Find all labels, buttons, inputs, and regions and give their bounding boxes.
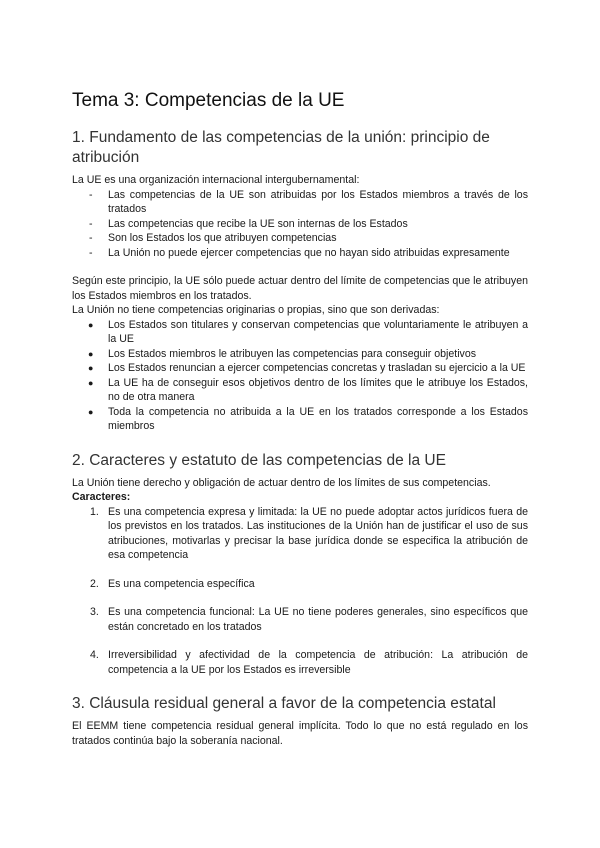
list-item: ● Toda la competencia no atribuida a la UE en los tratados corresponde a los Estados miembros xyxy=(88,405,528,432)
dash-marker: - xyxy=(89,232,93,244)
number-marker: 3. xyxy=(90,606,99,618)
section-1-bullet-list xyxy=(72,318,528,434)
section-1-heading: 1. Fundamento de las competencias de la unión: principio de atribución xyxy=(72,129,490,166)
section-2-heading: 2. Caracteres y estatuto de las competencias de la UE xyxy=(72,451,446,469)
section-1-intro: La UE es una organización internacional intergubernamental: xyxy=(72,174,360,186)
list-item: - Son los Estados los que atribuyen competencias xyxy=(89,232,337,244)
section-2-intro: La Unión tiene derecho y obligación de actuar dentro de los límites de sus competencias. xyxy=(72,476,491,489)
document-title: Tema 3: Competencias de la UE xyxy=(72,90,345,111)
bullet-icon: ● xyxy=(88,406,94,417)
bullet-icon: ● xyxy=(88,348,94,359)
dash-marker: - xyxy=(89,246,93,259)
list-item: 3. Es una competencia funcional: La UE no tiene poderes generales, sino específicos que están concretado en los tratados xyxy=(90,606,528,633)
section-2-label: Caracteres: xyxy=(72,491,131,503)
list-item: ● Los Estados miembros le atribuyen las competencias para conseguir objetivos xyxy=(88,347,477,360)
document-page xyxy=(72,89,528,748)
list-item: ● Los Estados son titulares y conservan competencias que voluntariamente le atribuyen a la UE xyxy=(88,318,528,345)
number-marker: 2. xyxy=(90,577,99,590)
bullet-icon: ● xyxy=(88,319,94,330)
dash-marker: - xyxy=(89,188,93,201)
section-2-numbered-list xyxy=(72,505,528,678)
list-item: ● La UE ha de conseguir esos objetivos dentro de los límites que le atribuye los Estados, no de otra manera xyxy=(88,376,528,403)
list-item: 1. Es una competencia expresa y limitada: la UE no puede adoptar actos jurídicos fuera de los previstos en los tratados. Las instituciones de la Unión han de justificar el uso de sus atribuciones, motivarlas y precisar la base jurídica donde se especifica la atribución de esa competencia xyxy=(90,505,528,561)
section-3-paragraph: El EEMM tiene competencia residual general implícita. Todo lo que no está regulado en los tratados continúa bajo la soberanía nacional. xyxy=(72,720,528,747)
number-marker: 4. xyxy=(90,649,99,661)
list-item: - Las competencias que recibe la UE son internas de los Estados xyxy=(89,217,408,230)
section-3-heading: 3. Cláusula residual general a favor de la competencia estatal xyxy=(72,695,496,712)
list-item: 4. Irreversibilidad y afectividad de la competencia de atribución: La atribución de competencia a la UE por los Estados es irreversible xyxy=(90,649,528,676)
number-marker: 1. xyxy=(90,505,99,518)
list-item: - Las competencias de la UE son atribuidas por los Estados miembros a través de los tratados xyxy=(89,188,528,215)
list-item: 2. Es una competencia específica xyxy=(90,577,255,590)
section-1-paragraph-2: La Unión no tiene competencias originarias o propias, sino que son derivadas: xyxy=(72,304,440,316)
section-1-dash-list xyxy=(72,188,528,261)
bullet-icon: ● xyxy=(88,363,94,373)
list-item: ● Los Estados renuncian a ejercer competencias concretas y trasladan su ejercicio a la UE xyxy=(88,362,526,374)
section-1-paragraph-1: Según este principio, la UE sólo puede actuar dentro del límite de competencias que le atribuyen los Estados miembros en los tratados. xyxy=(72,275,528,302)
list-item: - La Unión no puede ejercer competencias que no hayan sido atribuidas expresamente xyxy=(89,246,510,259)
dash-marker: - xyxy=(89,217,93,230)
bullet-icon: ● xyxy=(88,377,94,388)
